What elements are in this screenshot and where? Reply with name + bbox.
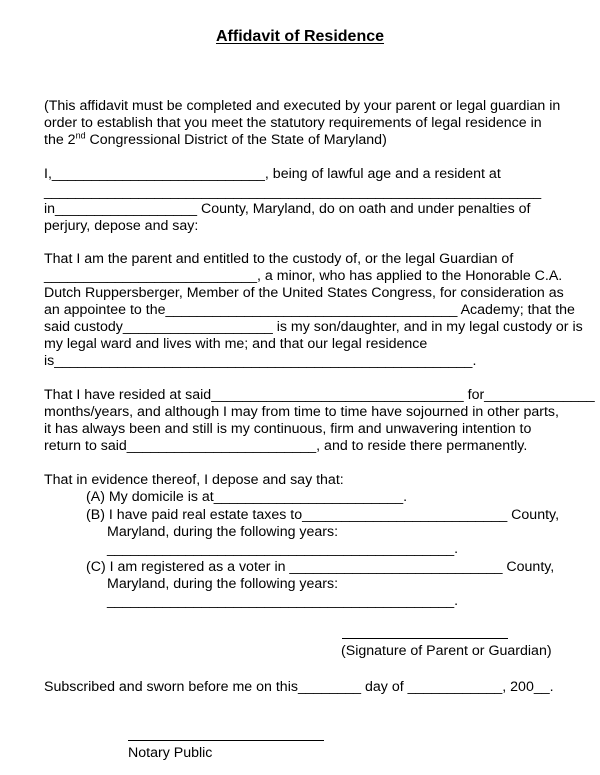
p4-intro: That in evidence thereof, I depose and say that: [44, 472, 344, 488]
intro-line-2: order to establish that you meet the statutory requirements of legal residence in [44, 115, 542, 131]
intro-line-3-start: the 2 [44, 132, 76, 148]
signature-label: (Signature of Parent or Guardian) [341, 643, 552, 659]
p2-line-6: my legal ward and lives with me; and that our legal residence [44, 336, 428, 352]
p1-line-3: in__________________ County, Maryland, do on oath and under penalties of [44, 201, 531, 217]
p2-line-5: said custody___________________ is my son/daughter, and in my legal custody or is [44, 319, 583, 335]
document-title: Affidavit of Residence [215, 28, 385, 45]
notary-label: Notary Public [128, 745, 213, 761]
item-b-line-3: ____________________________________________. [107, 541, 459, 557]
p2-line-3: Dutch Ruppersberger, Member of the United States Congress, for consideration as [44, 285, 564, 301]
notary-signature-line [128, 740, 324, 741]
intro-line-3 [44, 132, 387, 149]
intro-line-1: (This affidavit must be completed and executed by your parent or legal guardian in [44, 98, 561, 114]
signature-line [342, 638, 508, 639]
p3-line-2: months/years, and although I may from time to time have sojourned in other parts, [44, 404, 559, 420]
item-b-line-1: (B) I have paid real estate taxes to__________________________ County, [86, 507, 560, 523]
p2-line-7: is_____________________________________________________. [44, 353, 477, 369]
p1-line-1: I,___________________________, being of lawful age and a resident at [44, 166, 501, 182]
p3-line-4: return to said________________________, and to reside there permanently. [44, 438, 528, 454]
sworn-statement: Subscribed and sworn before me on this________ day of ____________, 200__. [44, 679, 554, 695]
p1-line-4: perjury, depose and say: [44, 218, 199, 234]
item-c-line-3: ____________________________________________. [107, 593, 459, 609]
item-b-line-2: Maryland, during the following years: [107, 524, 339, 540]
intro-line-3-end: Congressional District of the State of Maryland) [85, 132, 387, 148]
p2-line-2: ___________________________, a minor, who has applied to the Honorable C.A. [44, 268, 563, 284]
p3-line-3: it has always been and still is my continuous, firm and unwavering intention to [44, 421, 532, 437]
p1-line-2: _______________________________________________________________ [44, 184, 542, 200]
p3-line-1: That I have resided at said________________________________ for______________ [44, 387, 595, 403]
ordinal-suffix: nd [75, 130, 86, 141]
p2-line-4: an appointee to the_____________________________________ Academy; that the [44, 302, 575, 318]
item-c-line-1: (C) I am registered as a voter in ___________________________ County, [86, 559, 555, 575]
item-c-line-2: Maryland, during the following years: [107, 576, 339, 592]
item-a: (A) My domicile is at________________________. [86, 489, 408, 505]
p2-line-1: That I am the parent and entitled to the custody of, or the legal Guardian of [44, 251, 514, 267]
